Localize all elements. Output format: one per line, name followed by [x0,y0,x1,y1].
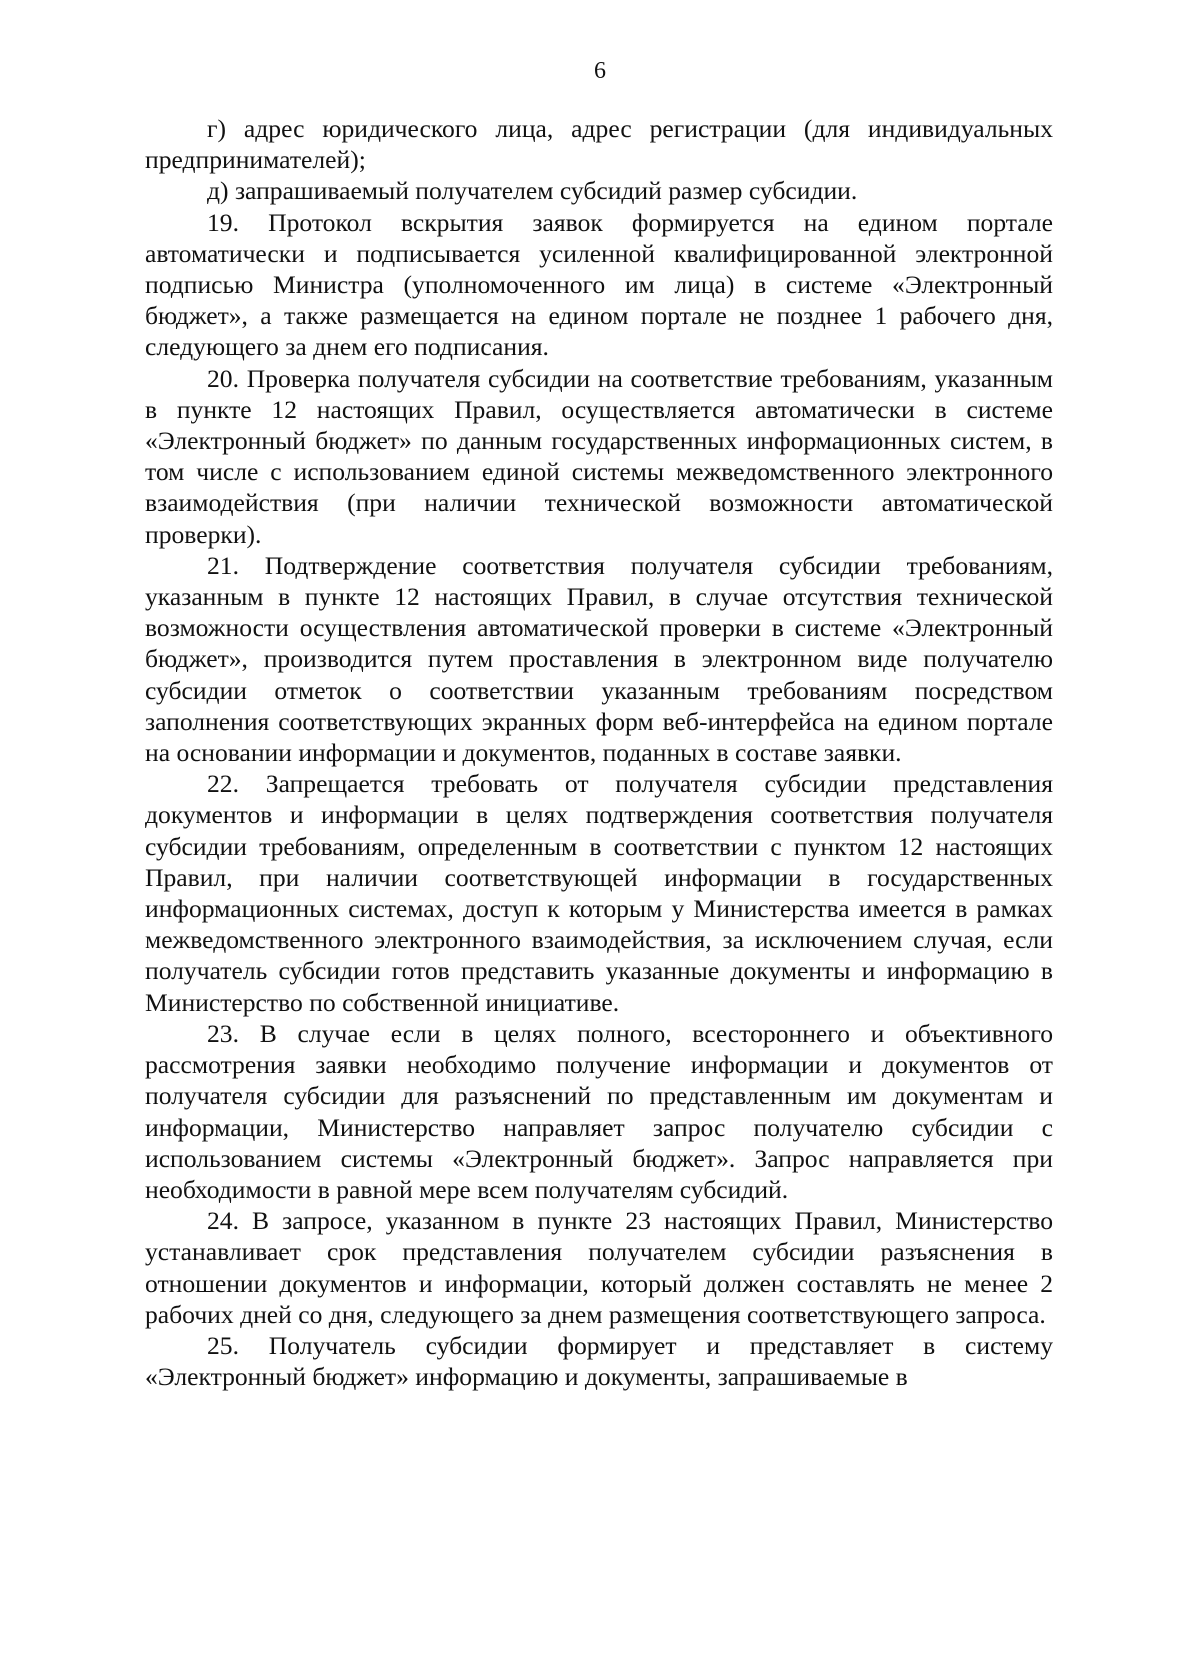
paragraph-24: 24. В запросе, указанном в пункте 23 настоящих Правил, Министерство устанавливает срок представления получателем субсидии разъяснения в отношении документов и информации, который должен составлять не менее 2 рабочих дней со дня, следующего за днем размещения соответствующего запроса. [145,1206,1053,1329]
paragraph-21: 21. Подтверждение соответствия получателя субсидии требованиям, указанным в пункте 12 настоящих Правил, в случае отсутствия технической возможности осуществления автоматической проверки в системе «Электронный бюджет», производится путем проставления в электронном виде получателю субсидии отметок о соответствии указанным требованиям посредством заполнения соответствующих экранных форм веб-интерфейса на едином портале на основании информации и документов, поданных в составе заявки. [145,550,1053,768]
page-number: 6 [594,58,606,84]
paragraph-item-d: д) запрашиваемый получателем субсидий размер субсидии. [207,176,858,206]
paragraph-22: 22. Запрещается требовать от получателя субсидии представления документов и информации в целях подтверждения соответствия получателя субсидии требованиям, определенным в соответствии с пунктом 12 настоящих Правил, при наличии соответствующей информации в государственных информационных системах, доступ к которым у Министерства имеется в рамках межведомственного электронного взаимодействия, за исключением случая, если получатель субсидии готов представить указанные документы и информацию в Министерство по собственной инициативе. [145,769,1053,1017]
paragraph-20: 20. Проверка получателя субсидии на соответствие требованиям, указанным в пункте 12 настоящих Правил, осуществляется автоматически в системе «Электронный бюджет» по данным государственных информационных систем, в том числе с использованием единой системы межведомственного электронного взаимодействия (при наличии технической возможности автоматической проверки). [145,363,1053,549]
paragraph-19: 19. Протокол вскрытия заявок формируется на едином портале автоматически и подписывается усиленной квалифицированной электронной подписью Министра (уполномоченного им лица) в системе «Электронный бюджет», а также размещается на едином портале не позднее 1 рабочего дня, следующего за днем его подписания. [145,207,1053,362]
document-body [145,113,1053,1392]
paragraph-25: 25. Получатель субсидии формирует и представляет в систему «Электронный бюджет» информацию и документы, запрашиваемые в [145,1330,1053,1392]
paragraph-item-g: г) адрес юридического лица, адрес регистрации (для индивидуальных предпринимателей); [145,114,1053,175]
paragraph-23: 23. В случае если в целях полного, всестороннего и объективного рассмотрения заявки необходимо получение информации и документов от получателя субсидии для разъяснений по представленным им документам и информации, Министерство направляет запрос получателю субсидии с использованием системы «Электронный бюджет». Запрос направляется при необходимости в равной мере всем получателям субсидий. [145,1018,1053,1204]
